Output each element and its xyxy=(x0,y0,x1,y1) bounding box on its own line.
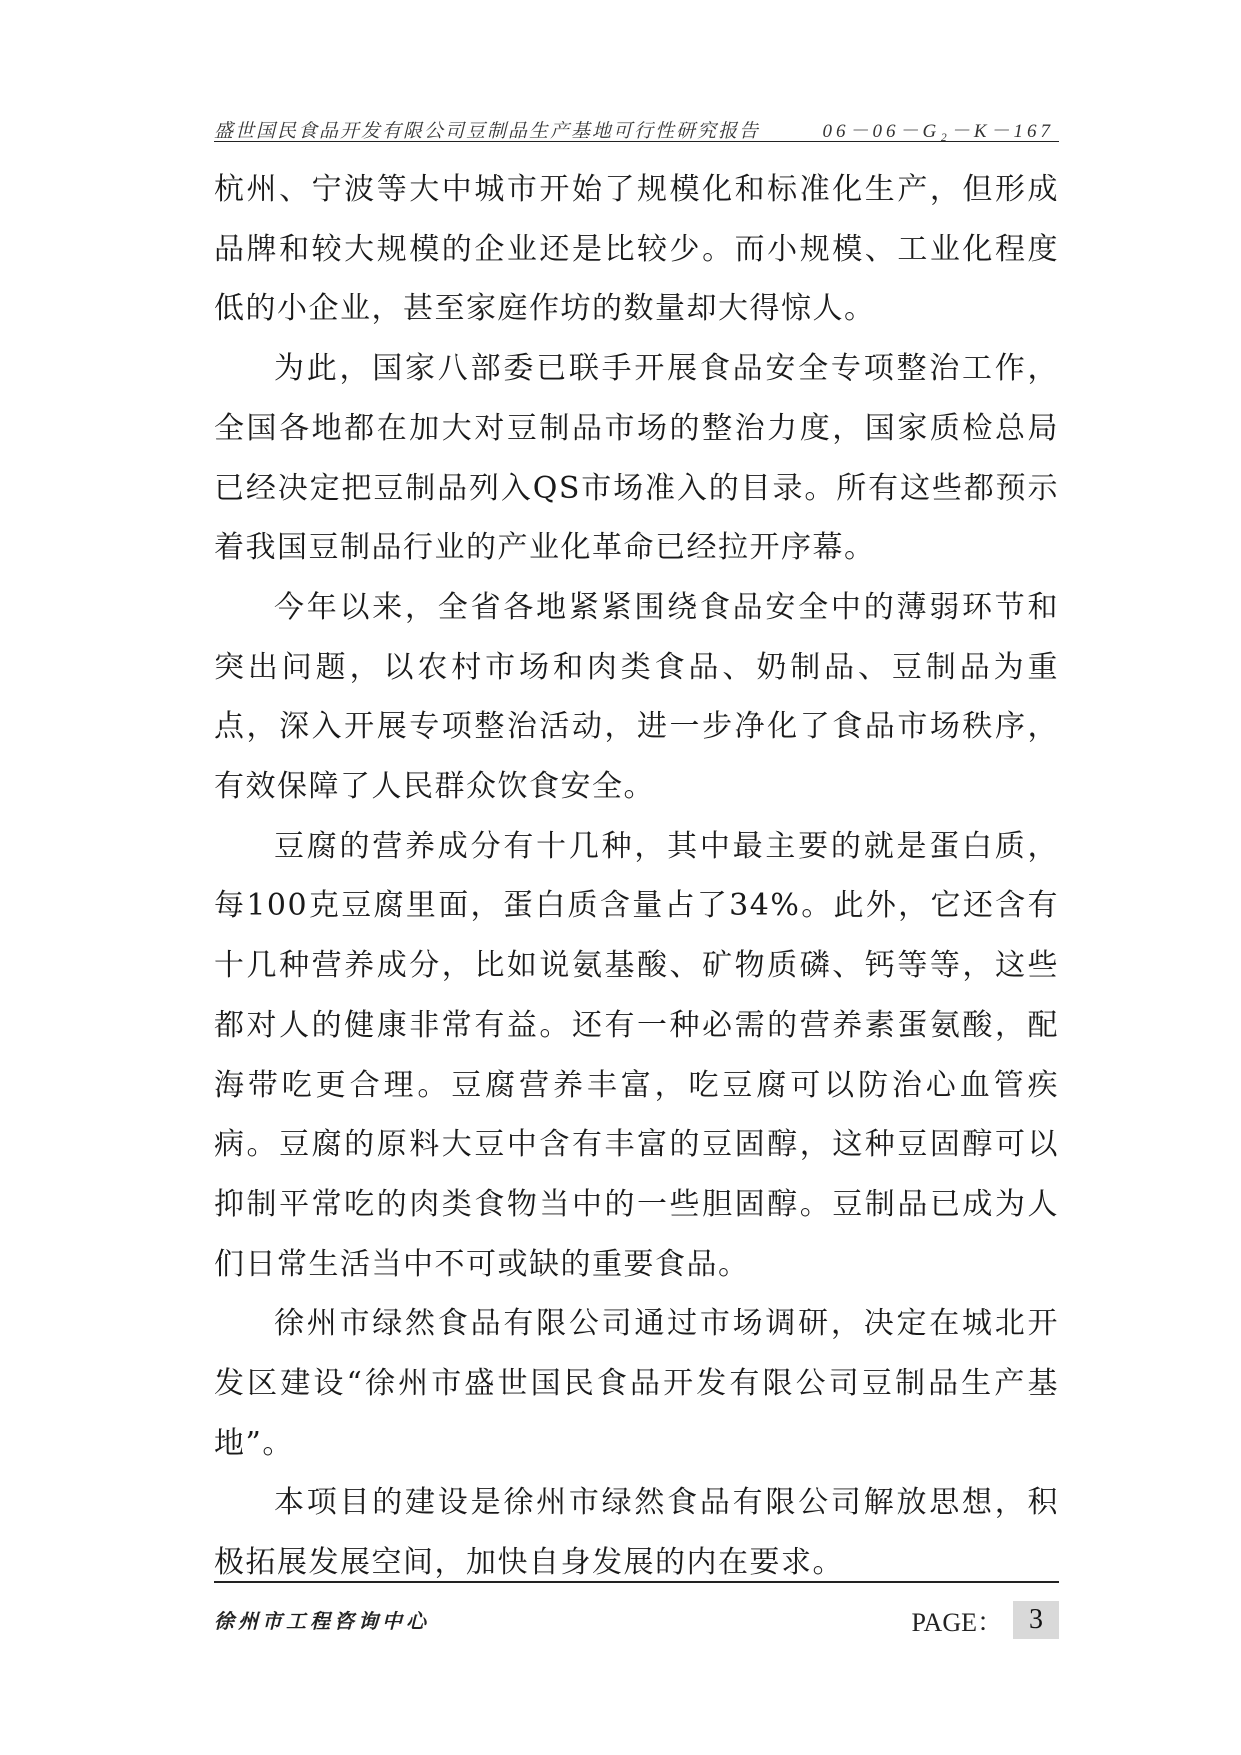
paragraph-1: 杭州、宁波等大中城市开始了规模化和标准化生产，但形成品牌和较大规模的企业还是比较少。而小规模、工业化程度低的小企业，甚至家庭作坊的数量却大得惊人。 xyxy=(214,172,1059,327)
paragraph-3: 今年以来，全省各地紧紧围绕食品安全中的薄弱环节和突出问题，以农村市场和肉类食品、奶制品、豆制品为重点，深入开展专项整治活动，进一步净化了食品市场秩序，有效保障了人民群众饮食安全。 xyxy=(214,589,1059,805)
document-code: 06－06－G₂－K－167 xyxy=(822,121,1054,142)
page-header xyxy=(214,110,1054,144)
paragraph-5: 徐州市绿然食品有限公司通过市场调研，决定在城北开发区建设“徐州市盛世国民食品开发有限公司豆制品生产基地”。 xyxy=(214,1306,1059,1461)
header-divider xyxy=(214,141,1059,142)
paragraph-6: 本项目的建设是徐州市绿然食品有限公司解放思想，积极拓展发展空间，加快自身发展的内在要求。 xyxy=(214,1485,1059,1581)
paragraph-2: 为此，国家八部委已联手开展食品安全专项整治工作，全国各地都在加大对豆制品市场的整治力度，国家质检总局已经决定把豆制品列入QS市场准入的目录。所有这些都预示着我国豆制品行业的产业化革命已经拉开序幕。 xyxy=(214,351,1059,566)
paragraph-4: 豆腐的营养成分有十几种，其中最主要的就是蛋白质，每100克豆腐里面，蛋白质含量占了34%。此外，它还含有十几种营养成分，比如说氨基酸、矿物质磷、钙等等，这些都对人的健康非常有益。还有一种必需的营养素蛋氨酸，配海带吃更合理。豆腐营养丰富，吃豆腐可以防治心血管疾病。豆腐的原料大豆中含有丰富的豆固醇，这种豆固醇可以抑制平常吃的肉类食物当中的一些胆固醇。豆制品已成为人们日常生活当中不可或缺的重要食品。 xyxy=(214,828,1059,1282)
page-label: PAGE： xyxy=(911,1607,1003,1637)
body-text xyxy=(214,160,1059,1593)
page-number: 3 xyxy=(1013,1601,1059,1639)
footer-divider xyxy=(214,1581,1059,1583)
page-indicator xyxy=(911,1600,1059,1640)
footer-organization: 徐州市工程咨询中心 xyxy=(214,1609,430,1633)
header-title: 盛世国民食品开发有限公司豆制品生产基地可行性研究报告 xyxy=(214,120,761,142)
